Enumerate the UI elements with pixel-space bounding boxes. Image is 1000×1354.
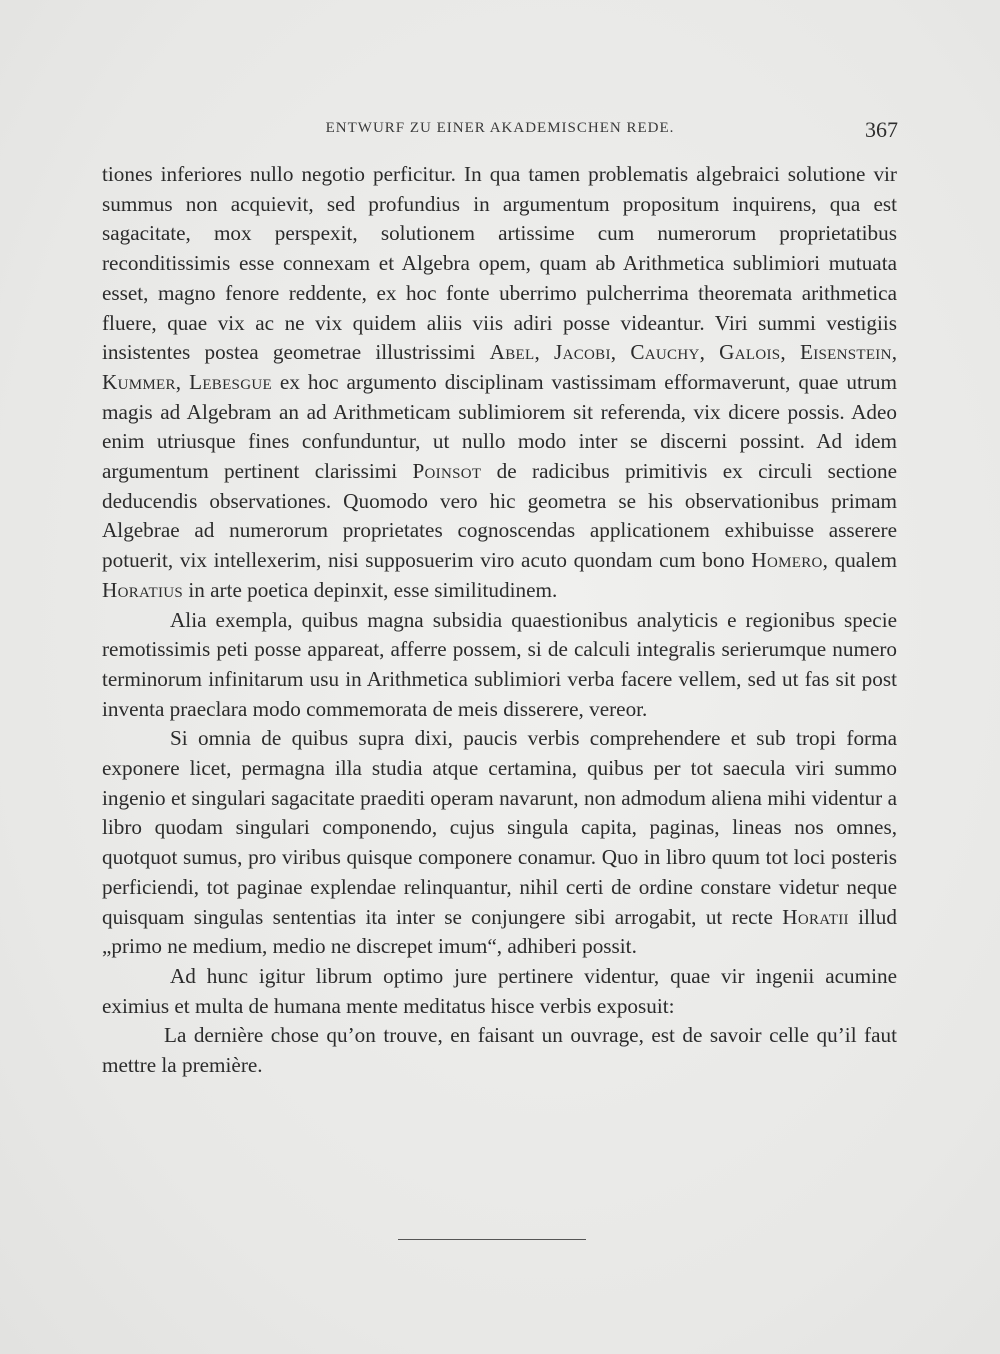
text-run: Ad hunc igitur librum optimo jure pertinere videntur, quae vir ingenii acumine eximius et multa de humana mente meditatus hisce verbis exposuit: [102, 963, 897, 1018]
text-run: La dernière chose qu’on trouve, en faisant un ouvrage, est de savoir celle qu’il faut mettre la première. [102, 1023, 897, 1078]
text-run: in arte poetica depinxit, esse similitudinem. [183, 577, 558, 602]
quotation [102, 1021, 897, 1080]
text-run: illud „primo ne medium, medio ne discrepet imum“, adhiberi possit. [102, 904, 897, 959]
proper-name: Horatius [102, 577, 184, 602]
main-text [102, 160, 897, 1081]
proper-name: Eisenstein [799, 340, 892, 365]
proper-name: Cauchy [630, 340, 700, 365]
proper-name: Abel [489, 340, 535, 365]
text-run: , [780, 340, 800, 365]
text-run: , [610, 340, 631, 365]
text-run: Si omnia de quibus supra dixi, paucis verbis comprehendere et sub tropi forma exponere licet, permagna illa studia atque certamina, quibus per tot saecula viri summo ingenio et singulari sagacitate praediti operam navarunt, non admodum aliena mihi videntur a libro quodam singulari componendo, cujus singula capita, paginas, lineas nos omnes, quotquot sumus, pro viribus quisque componere conamur. Quo in libro quum tot loci posteris perficiendi, tot paginae explendae relinquantur, nihil certi de ordine constare videtur neque quisquam singulas sententias ita inter se conjungere sibi arrogabit, ut recte [102, 726, 897, 929]
text-run: , [699, 340, 720, 365]
proper-name: Homero [751, 548, 823, 573]
text-run: de radicibus primitivis ex circuli sectione deducendis observationes. Quomodo vero hic geometra se his observationibus primam Algebrae ad numerorum proprietates cognoscendas applicationem exhibuisse asserere potuerit, vix intellexerim, nisi supposuerim viro acuto quondam cum bono [102, 459, 897, 573]
paragraph-3 [102, 724, 897, 962]
proper-name: Lebesgue [189, 369, 272, 394]
text-run: , [891, 340, 898, 365]
text-run: , [175, 369, 190, 394]
text-run: Alia exempla, quibus magna subsidia quaestionibus analyticis e regionibus specie remotissimis peti posse appareat, afferre possem, si de calculi integralis serierumque numero terminorum infinitarum usu in Arithmetica sublimiori verba facere vellem, sed ut fas sit post inventa praeclara modo commemorata de meis disserere, vereor. [102, 607, 897, 721]
paragraph-1 [102, 160, 897, 606]
text-run: ex hoc argumento disciplinam vastissimam efformaverunt, quae utrum magis ad Algebram an ad Arithmeticam sublimiorem sit referenda, vix dicere possis. Adeo enim utriusque fines confunduntur, ut nullo modo inter se discerni possint. Ad idem argumentum pertinent clarissimi [102, 369, 897, 484]
page-number: 367 [865, 117, 898, 142]
proper-name: Galois [719, 340, 781, 365]
paragraph-2 [102, 606, 897, 725]
text-run: , qualem [822, 548, 897, 573]
proper-name: Kummer [102, 369, 176, 394]
proper-name: Jacobi [554, 340, 611, 365]
text-run: tiones inferiores nullo negotio perficitur. In qua tamen problematis algebraici solutione vir summus non acquievit, sed profundius in argumentum propositum inquirens, qua est sagacitate, mox perspexit, solutionem artissime cum numerorum proprietatibus reconditissimis esse connexam et Algebra opem, quam ab Arithmetica sublimiori mutuata esset, magno fenore reddente, ex hoc fonte uberrimo pulcherrima theoremata arithmetica fluere, quae vix ac ne vix quidem aliis viis adiri posse videantur. Viri summi vestigiis insistentes postea geometrae illustrissimi [102, 162, 897, 365]
proper-name: Horatii [782, 904, 849, 929]
text-run: , [534, 340, 555, 365]
closing-rule [398, 1239, 586, 1240]
running-header: ENTWURF ZU EINER AKADEMISCHEN REDE. [325, 120, 675, 136]
proper-name: Poinsot [412, 459, 482, 484]
paragraph-4 [102, 962, 897, 1021]
